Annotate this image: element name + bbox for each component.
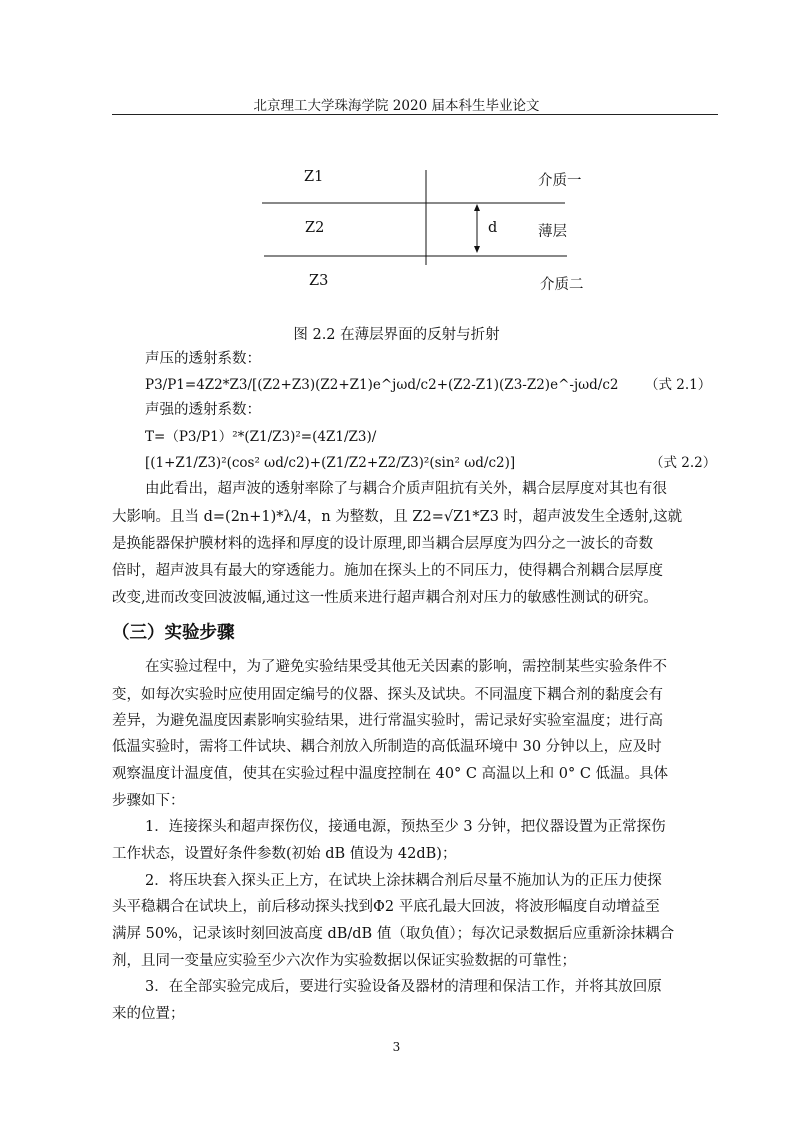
label-z3: Z3 <box>309 273 329 289</box>
paragraph-pressure-coefficient: 声压的透射系数： <box>145 351 261 367</box>
paragraph-line: 倍时，超声波具有最大的穿透能力。施加在探头上的不同压力，使得耦合剂耦合层厚度 <box>112 563 663 579</box>
figure-caption: 图 2.2 在薄层界面的反射与折射 <box>293 327 500 343</box>
paragraph-line: 低温实验时，需将工件试块、耦合剂放入所制造的高低温环境中 30 分钟以上，应及时 <box>112 739 662 755</box>
step-3-line: 来的位置； <box>112 1006 185 1022</box>
step-2-line: 头平稳耦合在试块上，前后移动探头找到Φ2 平底孔最大回波，将波形幅度自动增益至 <box>112 899 660 915</box>
equation-2-2-line2: [(1+Z1/Z3)²(cos² ωd/c2)+(Z1/Z2+Z2/Z3)²(sin² ωd/c2)] <box>145 455 516 471</box>
section-heading: （三）实验步骤 <box>112 623 235 643</box>
equation-tag-2-1: （式 2.1） <box>645 377 712 393</box>
paragraph-line: 由此看出，超声波的透射率除了与耦合介质声阻抗有关外，耦合层厚度对其也有很 <box>145 481 667 497</box>
running-header: 北京理工大学珠海学院 2020 届本科生毕业论文 <box>253 98 540 114</box>
step-3-line: 3．在全部实验完成后，要进行实验设备及器材的清理和保洁工作，并将其放回原 <box>145 979 662 995</box>
thickness-arrow-head-down <box>474 246 480 253</box>
label-medium2: 介质二 <box>540 277 584 293</box>
paragraph-line: 变，如每次实验时应使用固定编号的仪器、探头及试块。不同温度下耦合剂的黏度会有 <box>112 687 663 703</box>
step-1-line: 1．连接探头和超声探伤仪，接通电源，预热至少 3 分钟，把仪器设置为正常探伤 <box>145 819 666 835</box>
paragraph-line: 改变,进而改变回波波幅,通过这一性质来进行超声耦合剂对压力的敏感性测试的研究。 <box>112 590 658 606</box>
equation-tag-2-2: （式 2.2） <box>650 455 717 471</box>
label-z2: Z2 <box>305 220 325 236</box>
equation-2-1: P3/P1=4Z2*Z3/[(Z2+Z3)(Z2+Z1)e^jωd/c2+(Z2-Z1)(Z3-Z2)e^-jωd/c2 <box>145 377 619 393</box>
paragraph-line: 大影响。且当 d=(2n+1)*λ/4，n 为整数，且 Z2=√Z1*Z3 时，超声波发生全透射,这就 <box>112 509 683 525</box>
thickness-arrow-head-up <box>474 204 480 211</box>
equation-2-2-line1: T=（P3/P1）²*(Z1/Z3)²=(4Z1/Z3)/ <box>145 429 377 445</box>
page-number: 3 <box>392 1040 401 1054</box>
paragraph-line: 观察温度计温度值，使其在实验过程中温度控制在 40° C 高温以上和 0° C 低温。具体 <box>112 766 669 782</box>
label-z1: Z1 <box>304 169 324 185</box>
paragraph-intensity-coefficient: 声强的透射系数： <box>145 402 261 418</box>
thin-layer-diagram <box>0 0 793 320</box>
step-2-line: 剂，且同一变量应实验至少六次作为实验数据以保证实验数据的可靠性； <box>112 953 576 969</box>
paragraph-line: 步骤如下： <box>112 793 185 809</box>
step-2-line: 满屏 50%，记录该时刻回波高度 dB/dB 值（取负值）；每次记录数据后应重新涂抹耦合 <box>112 926 675 942</box>
step-2-line: 2．将压块套入探头正上方，在试块上涂抹耦合剂后尽量不施加认为的正压力使探 <box>145 873 662 889</box>
paragraph-line: 在实验过程中，为了避免实验结果受其他无关因素的影响，需控制某些实验条件不 <box>145 659 667 675</box>
label-d: d <box>488 220 498 236</box>
paragraph-line: 差异，为避免温度因素影响实验结果，进行常温实验时，需记录好实验室温度；进行高 <box>112 713 663 729</box>
label-medium1: 介质一 <box>538 173 582 189</box>
label-thin-layer: 薄层 <box>538 224 567 240</box>
step-1-line: 工作状态，设置好条件参数(初始 dB 值设为 42dB)； <box>112 846 457 862</box>
paragraph-line: 是换能器保护膜材料的选择和厚度的设计原理,即当耦合层厚度为四分之一波长的奇数 <box>112 536 654 552</box>
